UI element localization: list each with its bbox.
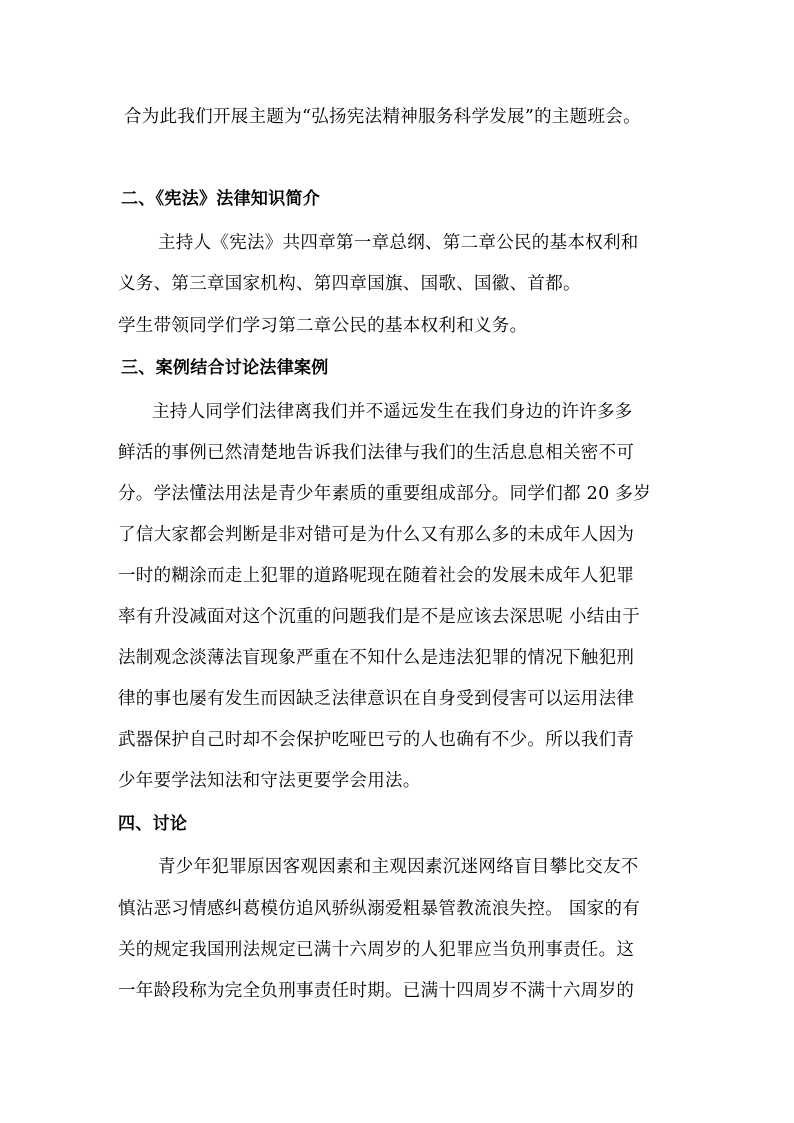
paragraph-line: 主持人《宪法》共四章第一章总纲、第二章公民的基本权利和	[158, 233, 639, 253]
paragraph-line: 主持人同学们法律离我们并不遥远发生在我们身边的许许多多	[152, 402, 633, 422]
section-heading-discussion: 四、讨论	[118, 814, 188, 834]
paragraph-line: 关的规定我国刑法规定已满十六周岁的人犯罪应当负刑事责任。这	[118, 940, 635, 960]
paragraph-line: 律的事也屡有发生而因缺乏法律意识在自身受到侵害可以运用法律	[118, 689, 635, 709]
paragraph-line: 率有升没减面对这个沉重的问题我们是不是应该去深思呢 小结由于	[118, 607, 641, 627]
paragraph-line: 了信大家都会判断是非对错可是为什么又有那么多的未成年人因为	[118, 525, 635, 545]
paragraph-line: 分。学法懂法用法是青少年素质的重要组成部分。同学们都 20 多岁	[118, 484, 651, 504]
section-heading-case-discussion: 三、案例结合讨论法律案例	[121, 358, 329, 378]
paragraph-line: 青少年犯罪原因客观因素和主观因素沉迷网络盲目攀比交友不	[158, 857, 639, 877]
paragraph-line: 一时的糊涂而走上犯罪的道路呢现在随着社会的发展未成年人犯罪	[118, 566, 635, 586]
paragraph-line: 慎沾恶习情感纠葛模仿追风骄纵溺爱粗暴管教流浪失控。 国家的有	[118, 899, 641, 919]
paragraph-line: 法制观念淡薄法盲现象严重在不知什么是违法犯罪的情况下触犯刑	[118, 648, 635, 668]
paragraph-line: 学生带领同学们学习第二章公民的基本权利和义务。	[118, 316, 528, 336]
paragraph-line: 鲜活的事例已然清楚地告诉我们法律与我们的生活息息相关密不可	[118, 443, 635, 463]
paragraph-line: 一年龄段称为完全负刑事责任时期。已满十四周岁不满十六周岁的	[118, 981, 635, 1001]
intro-text-line: 合为此我们开展主题为“弘扬宪法精神服务科学发展”的主题班会。	[124, 107, 641, 127]
paragraph-line: 少年要学法知法和守法更要学会用法。	[118, 771, 421, 791]
section-heading-constitution: 二、《宪法》法律知识简介	[121, 189, 321, 209]
paragraph-line: 义务、第三章国家机构、第四章国旗、国歌、国徽、首都。	[118, 274, 581, 294]
paragraph-line: 武器保护自己时却不会保护吃哑巴亏的人也确有不少。所以我们青	[118, 730, 635, 750]
